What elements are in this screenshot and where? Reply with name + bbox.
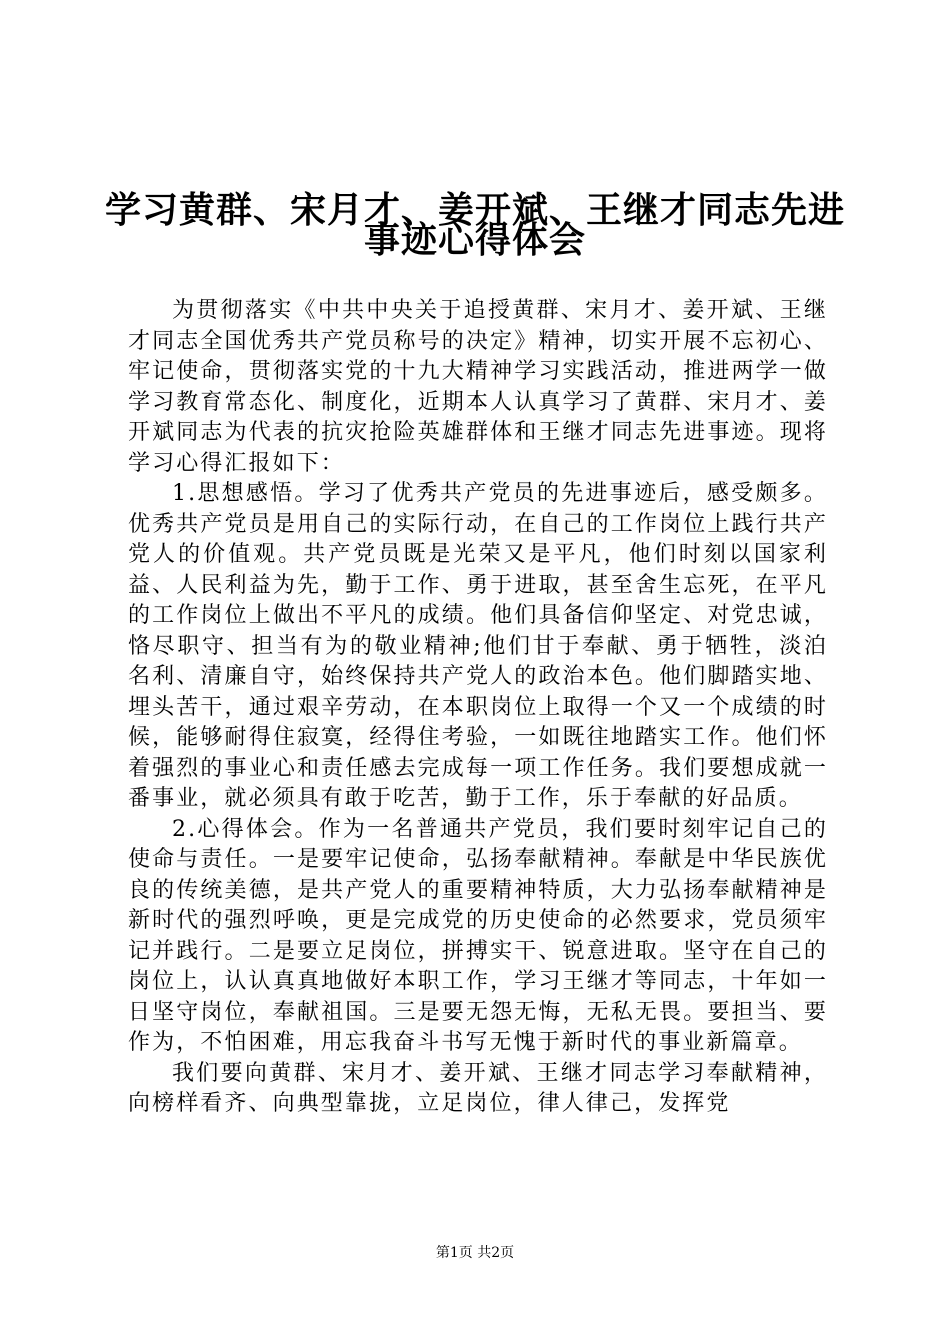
paragraph-experience: 2.心得体会。作为一名普通共产党员，我们要时刻牢记自己的使命与责任。一是要牢记使命，弘扬奉献精神。奉献是中华民族优良的传统美德，是共产党人的重要精神特质，大力弘扬奉献精神是新时代的强烈呼唤，更是完成党的历史使命的必然要求，党员须牢记并践行。二是要立足岗位，拼搏实干、锐意进取。坚守在自己的岗位上，认认真真地做好本职工作，学习王继才等同志，十年如一日坚守岗位，奉献祖国。三是要无怨无悔，无私无畏。要担当、要作为，不怕困难，用忘我奋斗书写无愧于新时代的事业新篇章。 — [128, 816, 828, 1055]
page-footer: 第1页 共2页 — [435, 1245, 515, 1261]
paragraph-thoughts: 1.思想感悟。学习了优秀共产党员的先进事迹后，感受颇多。优秀共产党员是用自己的实际行动，在自己的工作岗位上践行共产党人的价值观。共产党员既是光荣又是平凡，他们时刻以国家利益、人民利益为先，勤于工作、勇于进取，甚至舍生忘死，在平凡的工作岗位上做出不平凡的成绩。他们具备信仰坚定、对党忠诚，恪尽职守、担当有为的敬业精神;他们甘于奉献、勇于牺牲，淡泊名利、清廉自守，始终保持共产党人的政治本色。他们脚踏实地、埋头苦干，通过艰辛劳动，在本职岗位上取得一个又一个成绩的时候，能够耐得住寂寞，经得住考验，一如既往地踏实工作。他们怀着强烈的事业心和责任感去完成每一项工作任务。我们要想成就一番事业，就必须具有敢于吃苦，勤于工作，乐于奉献的好品质。 — [128, 481, 828, 811]
document-title-line-1: 学习黄群、宋月才、姜开斌、王继才同志先进 — [104, 189, 845, 231]
paragraph-conclusion: 我们要向黄群、宋月才、姜开斌、王继才同志学习奉献精神，向榜样看齐、向典型靠拢，立足岗位，律人律己，发挥党 — [128, 1060, 828, 1116]
document-title-line-2: 事迹心得体会 — [363, 219, 586, 261]
paragraph-intro: 为贯彻落实《中共中央关于追授黄群、宋月才、姜开斌、王继才同志全国优秀共产党员称号的决定》精神，切实开展不忘初心、牢记使命，贯彻落实党的十九大精神学习实践活动，推进两学一做学习教育常态化、制度化，近期本人认真学习了黄群、宋月才、姜开斌同志为代表的抗灾抢险英雄群体和王继才同志先进事迹。现将学习心得汇报如下： — [128, 298, 828, 476]
document-body — [128, 296, 828, 1120]
